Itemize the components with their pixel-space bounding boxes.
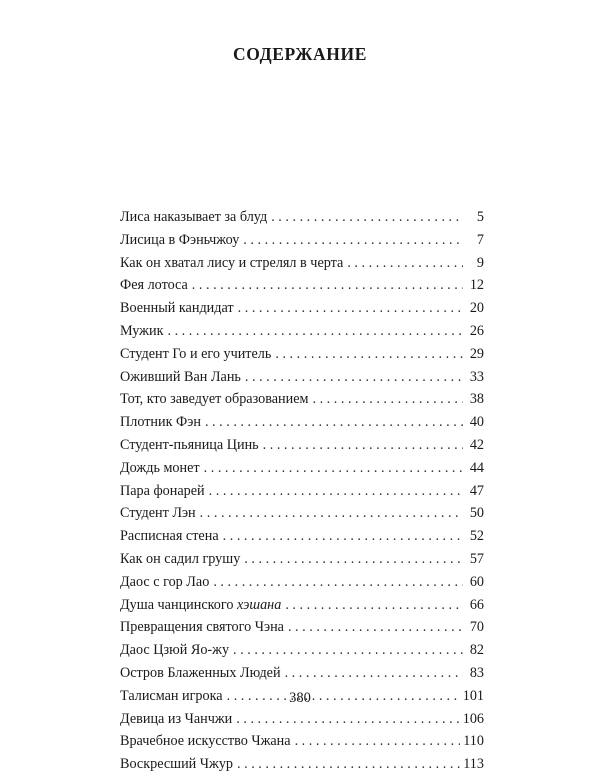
toc-entry-title: Девица из Чанчжи	[120, 710, 233, 727]
toc-entry-page: 26	[469, 322, 484, 339]
toc-entry-page: 50	[469, 505, 484, 522]
toc-entry-title: Лисица в Фэньчжоу	[120, 231, 240, 248]
toc-entry-page: 82	[469, 642, 484, 659]
toc-entry-title: Остров Блаженных Людей	[120, 664, 281, 681]
toc-entry-page: 66	[469, 596, 484, 613]
dot-leader	[347, 252, 463, 275]
toc-entry-title: Студент Го и его учитель	[120, 345, 272, 362]
toc-entry-page: 29	[469, 345, 484, 362]
toc-entry-title: Превращения святого Чэна	[120, 619, 284, 636]
dot-leader	[275, 343, 463, 366]
toc-entry	[120, 753, 484, 776]
toc-entry-title-text: Душа чанцинского	[120, 596, 238, 613]
dot-leader	[200, 502, 463, 525]
toc-entry	[120, 297, 484, 320]
toc-entry-title: Мужик	[120, 322, 164, 339]
toc-entry	[120, 594, 484, 617]
toc-entry-title: Врачебное искусство Чжана	[120, 733, 291, 750]
toc-entry-title: Как он садил грушу	[120, 550, 241, 567]
dot-leader	[167, 320, 463, 343]
dot-leader	[312, 388, 463, 411]
toc-entry-title	[120, 594, 281, 617]
dot-leader	[205, 411, 463, 434]
toc-entry	[120, 457, 484, 480]
toc-entry-page: 47	[469, 482, 484, 499]
toc-entry-page: 44	[469, 459, 484, 476]
toc-entry-page: 9	[476, 254, 484, 271]
dot-leader	[204, 457, 463, 480]
dot-leader	[271, 206, 463, 229]
toc-entry	[120, 525, 484, 548]
toc-entry-title: Студент Лэн	[120, 505, 196, 522]
dot-leader	[223, 525, 463, 548]
toc-entry-page: 106	[462, 710, 484, 727]
toc-entry-title: Воскресший Чжур	[120, 756, 234, 773]
dot-leader	[236, 708, 459, 731]
toc-entry	[120, 502, 484, 525]
toc-entry-page: 57	[469, 550, 484, 567]
dot-leader	[285, 662, 463, 685]
toc-entry	[120, 388, 484, 411]
toc-entry	[120, 434, 484, 457]
toc-entry-page: 38	[469, 391, 484, 408]
dot-leader	[243, 229, 463, 252]
toc-entry-page: 12	[469, 277, 484, 294]
toc-entry-title: Как он хватал лису и стрелял в черта	[120, 254, 344, 271]
toc-entry-page: 60	[469, 573, 484, 590]
toc-entry	[120, 411, 484, 434]
toc-entry-page: 83	[469, 664, 484, 681]
toc-entry-title: Студент-пьяница Цинь	[120, 436, 259, 453]
dot-leader	[263, 434, 463, 457]
toc-entry-title: Лиса наказывает за блуд	[120, 209, 268, 225]
toc-entry-page: 20	[469, 300, 484, 317]
toc-entry	[120, 274, 484, 297]
dot-leader	[233, 639, 463, 662]
toc-entry	[120, 616, 484, 639]
toc-entry	[120, 662, 484, 685]
page-number: 380	[289, 690, 311, 706]
dot-leader	[244, 548, 463, 571]
toc-entry-title: Даос Цзюй Яо-жу	[120, 642, 230, 659]
toc-entry	[120, 252, 484, 275]
toc-entry-page: 101	[462, 687, 484, 704]
toc-entry-page: 7	[476, 231, 484, 248]
toc-entry-title-italic: хэшана	[237, 596, 282, 613]
toc-entry	[120, 229, 484, 252]
dot-leader	[288, 616, 463, 639]
toc-entry-title: Даос с гор Лао	[120, 573, 210, 590]
toc-entry	[120, 366, 484, 389]
toc-entry-page: 5	[476, 209, 484, 225]
toc-entry-title: Оживший Ван Лань	[120, 368, 241, 385]
dot-leader	[192, 274, 463, 297]
toc-entry-title: Плотник Фэн	[120, 414, 201, 431]
toc-entry-page: 40	[469, 414, 484, 431]
toc-entry-page: 42	[469, 436, 484, 453]
toc-entry	[120, 639, 484, 662]
toc-entry	[120, 548, 484, 571]
dot-leader	[213, 571, 463, 594]
toc-entry-title: Пара фонарей	[120, 482, 205, 499]
toc-entry-page: 110	[463, 733, 484, 750]
page-title: СОДЕРЖАНИЕ	[232, 44, 367, 64]
dot-leader	[285, 594, 463, 617]
toc-entry	[120, 343, 484, 366]
toc-entry-title: Талисман игрока	[120, 687, 223, 704]
dot-leader	[238, 297, 463, 320]
toc-entry	[120, 708, 484, 731]
toc-entry	[120, 571, 484, 594]
toc-entry-page: 70	[469, 619, 484, 636]
toc-entry	[120, 320, 484, 343]
dot-leader	[237, 753, 460, 776]
toc-entry	[120, 206, 484, 229]
toc-entry-title: Тот, кто заведует образованием	[120, 391, 309, 408]
toc-entry-title: Дождь монет	[120, 459, 200, 476]
toc-entry-title: Военный кандидат	[120, 300, 234, 317]
dot-leader	[245, 366, 463, 389]
toc-entry-page: 113	[463, 756, 484, 773]
dot-leader	[209, 480, 463, 503]
toc-entry	[120, 480, 484, 503]
toc-entry-page: 33	[469, 368, 484, 385]
toc-entry-page: 52	[469, 528, 484, 545]
toc-entry-title: Расписная стена	[120, 528, 219, 545]
toc-entry-title: Фея лотоса	[120, 277, 188, 294]
